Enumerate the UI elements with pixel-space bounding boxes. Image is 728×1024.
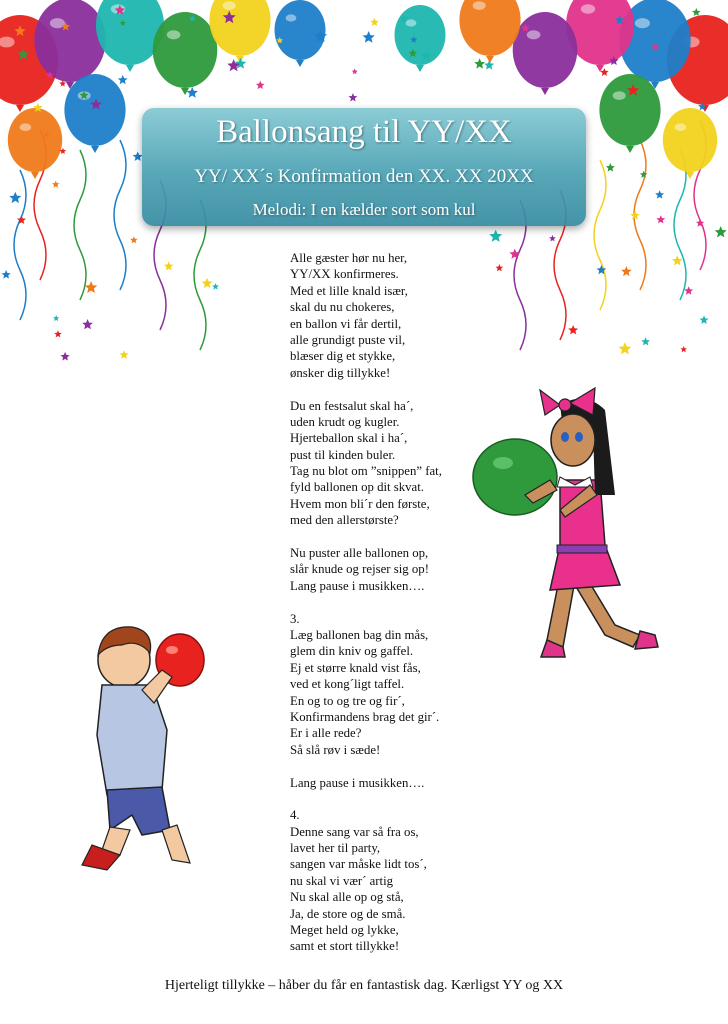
lyric-line: Tag nu blot om ”snippen” fat, [290,464,442,479]
confetti-star [85,281,98,293]
confetti-star [489,230,502,242]
confetti-star [655,190,664,198]
confetti-star [349,93,358,101]
confetti-star [630,211,639,220]
lyric-line: Hvem mon bli´r den første, [290,496,430,511]
confetti-star [641,337,650,345]
boy-blowing-balloon-illustration [62,615,212,875]
lyric-line: pust til kinden buler. [290,447,396,462]
lyric-line: Lang pause i musikken…. [290,775,425,790]
confetti-star [370,18,379,26]
page-subtitle: YY/ XX´s Konfirmation den XX. XX 20XX [194,166,534,187]
balloon [395,5,446,72]
confetti-star [692,8,700,16]
title-banner [142,108,586,226]
streamer [74,150,86,300]
lyric-line: uden krudt og kugler. [290,414,400,429]
lyric-line: En og to og tre og fir´, [290,693,405,708]
lyric-line: 3. [290,611,300,626]
balloon [513,12,578,95]
lyric-line: fyld ballonen op dit skvat. [290,480,424,495]
lyric-line: Konfirmandens brag det gir´. [290,709,440,724]
confetti-star [227,59,240,71]
confetti-star [120,350,129,359]
confetti-star [54,330,62,337]
lyric-line: Du en festsalut skal ha´, [290,398,414,413]
confetti-star [164,261,173,270]
confetti-star [352,69,358,75]
confetti-star [509,249,520,259]
confetti-star [118,75,128,84]
balloon [275,0,326,67]
lyric-line: YY/XX konfirmeres. [290,267,399,282]
balloon [96,0,164,72]
confetti-star [672,255,683,265]
confetti-star [656,215,665,223]
lyric-line: slår knude og rejser sig op! [290,562,429,577]
balloon [599,74,660,153]
stanza-break [290,758,500,774]
lyric-line: ved et kong´ligt taffel. [290,677,405,692]
lyric-line: glem din kniv og gaffel. [290,644,414,659]
lyric-line: Ej et større knald vist fås, [290,660,421,675]
confetti-star [684,286,693,294]
confetti-star [61,352,70,361]
balloon [153,12,218,95]
streamer [594,160,606,310]
lyric-line: Hjerteballon skal i ha´, [290,431,408,446]
confetti-star [715,226,727,237]
confetti-star [619,342,632,354]
stanza-break [290,791,500,807]
balloon [459,0,520,63]
confetti-star [621,266,632,276]
confetti-star [130,236,138,243]
lyric-line: Med et lille knald især, [290,283,408,298]
lyric-line: Så slå røv i sæde! [290,742,381,757]
balloon [209,0,270,63]
lyric-line: Meget held og lykke, [290,923,399,938]
girl-blowing-balloon-illustration [465,385,680,690]
confetti-star [2,270,11,279]
balloon [64,74,125,153]
streamer [114,140,126,290]
confetti-star [484,60,494,69]
lyric-line: samt et stort tillykke! [290,939,400,954]
lyric-line: ønsker dig tillykke! [290,365,391,380]
confetti-star [568,325,578,334]
balloon [8,108,62,179]
confetti-star [53,315,59,321]
lyric-line: Denne sang var så fra os, [290,824,419,839]
lyric-line: skal du nu chokeres, [290,300,395,315]
lyric-line: Nu puster alle ballonen op, [290,546,429,561]
lyric-line: en ballon vi får dertil, [290,316,402,331]
balloon [663,108,717,179]
confetti-star [363,31,375,43]
lyric-line: Nu skal alle op og stå, [290,890,404,905]
lyric-line: nu skal vi vær´ artig [290,873,394,888]
lyric-line: Er i alle rede? [290,726,362,741]
lyric-line: alle grundigt puste vil, [290,332,406,347]
confetti-star [82,319,93,329]
confetti-star [202,278,213,288]
lyric-line: Læg ballonen bag din mås, [290,627,429,642]
lyric-line: lavet her til party, [290,841,381,856]
lyric-line: Lang pause i musikken…. [290,578,425,593]
lyric-line: Ja, de store og de små. [290,906,406,921]
confetti-star [700,315,709,324]
streamer [14,170,26,320]
footer-greeting: Hjerteligt tillykke – håber du får en fantastisk dag. Kærligst YY og XX [164,978,564,993]
confetti-star [474,58,485,68]
confetti-star [212,283,219,290]
confetti-star [9,192,21,203]
confetti-star [256,81,265,89]
streamer [674,150,686,300]
confetti-star [680,346,687,352]
melody-line: Melodi: I en kælder sort som kul [252,200,476,219]
lyric-line: med den allerstørste? [290,513,399,528]
lyric-line: sangen var måske lidt tos´, [290,857,427,872]
confetti-star [549,235,556,242]
page-title: Ballonsang til YY/XX [216,114,512,150]
lyric-line: 4. [290,808,300,823]
lyric-line: blæser dig et stykke, [290,349,396,364]
balloon [566,0,634,72]
confetti-star [52,181,60,188]
lyric-line: Alle gæster hør nu her, [290,251,408,265]
confetti-star [606,163,615,172]
